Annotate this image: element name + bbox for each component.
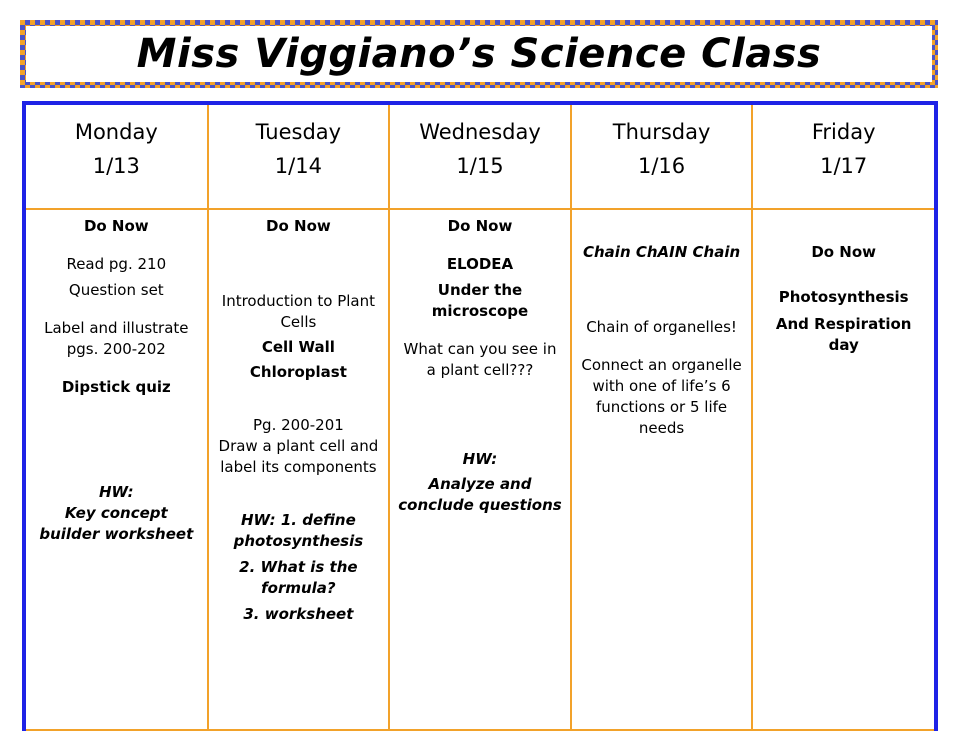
day-date: 1/13 bbox=[92, 154, 140, 178]
wednesday-do-now: Do Now bbox=[447, 217, 513, 235]
day-name: Friday bbox=[811, 120, 876, 144]
tuesday-pages: Pg. 200-201 bbox=[253, 416, 344, 434]
friday-do-now: Do Now bbox=[811, 243, 877, 261]
day-header-thursday bbox=[571, 105, 753, 209]
thursday-connect: Connect an organelle with one of life’s 6 functions or 5 life needs bbox=[581, 356, 742, 437]
weekly-schedule bbox=[22, 101, 938, 731]
tuesday-hw-3: 3. worksheet bbox=[243, 605, 354, 623]
wednesday-activities bbox=[389, 209, 571, 730]
tuesday-do-now: Do Now bbox=[266, 217, 331, 235]
monday-do-now: Do Now bbox=[83, 217, 149, 235]
wednesday-elodea: ELODEA bbox=[446, 255, 514, 273]
thursday-activities bbox=[571, 209, 753, 730]
monday-read: Read pg. 210 bbox=[66, 255, 167, 273]
day-date: 1/15 bbox=[456, 154, 504, 178]
day-date: 1/14 bbox=[274, 154, 322, 178]
activities-row bbox=[26, 209, 934, 730]
tuesday-intro: Introduction to Plant Cells bbox=[221, 292, 375, 331]
monday-dipstick-quiz: Dipstick quiz bbox=[61, 378, 171, 396]
friday-activities bbox=[752, 209, 934, 730]
monday-label-illustrate: Label and illustrate pgs. 200-202 bbox=[44, 319, 189, 358]
day-name: Thursday bbox=[612, 120, 711, 144]
monday-activities bbox=[26, 209, 208, 730]
day-header-friday bbox=[752, 105, 934, 209]
title-banner bbox=[20, 20, 938, 88]
wednesday-hw-text: Analyze and conclude questions bbox=[398, 475, 562, 514]
friday-photosynthesis: Photosynthesis bbox=[778, 288, 909, 306]
monday-hw-text: Key concept builder worksheet bbox=[39, 504, 194, 543]
day-name: Wednesday bbox=[419, 120, 541, 144]
wednesday-question: What can you see in a plant cell??? bbox=[403, 340, 557, 379]
day-header-tuesday bbox=[208, 105, 390, 209]
wednesday-hw-label: HW: bbox=[462, 450, 498, 468]
thursday-organelles: Chain of organelles! bbox=[586, 318, 737, 336]
tuesday-hw-2: 2. What is the formula? bbox=[239, 558, 358, 597]
day-name: Monday bbox=[74, 120, 158, 144]
title-box bbox=[26, 26, 932, 82]
monday-question-set: Question set bbox=[68, 281, 164, 299]
tuesday-cell-wall: Cell Wall bbox=[261, 338, 335, 356]
day-header-row bbox=[26, 105, 934, 209]
day-name: Tuesday bbox=[255, 120, 342, 144]
monday-hw-label: HW: bbox=[98, 483, 134, 501]
day-header-wednesday bbox=[389, 105, 571, 209]
thursday-chain: Chain ChAIN Chain bbox=[583, 243, 741, 261]
tuesday-activities bbox=[208, 209, 390, 730]
tuesday-chloroplast: Chloroplast bbox=[249, 363, 347, 381]
schedule-table bbox=[26, 105, 934, 731]
page-title: Miss Viggiano’s Science Class bbox=[136, 31, 822, 77]
tuesday-hw-1: HW: 1. define photosynthesis bbox=[233, 511, 364, 550]
day-date: 1/16 bbox=[637, 154, 686, 178]
day-header-monday bbox=[26, 105, 208, 209]
wednesday-microscope: Under the microscope bbox=[431, 281, 529, 320]
day-date: 1/17 bbox=[820, 154, 868, 178]
friday-respiration: And Respiration day bbox=[775, 315, 912, 354]
tuesday-draw: Draw a plant cell and label its components bbox=[218, 437, 379, 476]
